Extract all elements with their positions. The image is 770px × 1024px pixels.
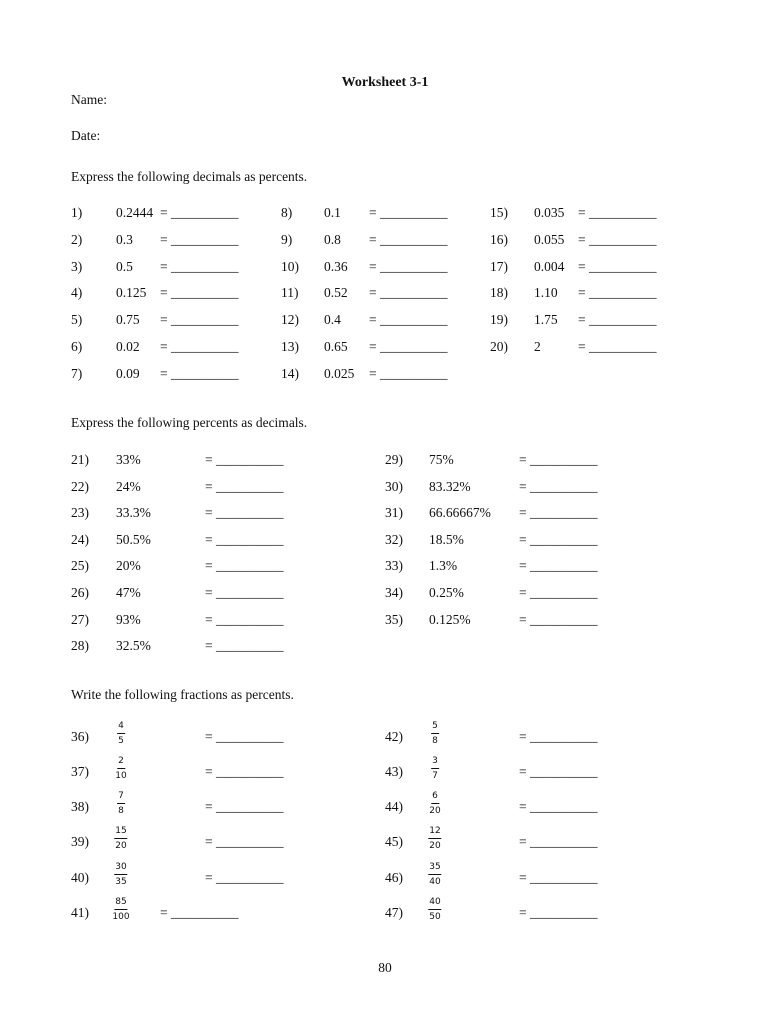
answer-blank: = __________ [160,285,239,301]
fraction [428,898,441,922]
item-number: 28) [71,638,89,654]
item-number: 15) [490,205,508,220]
answer-blank: = __________ [205,638,284,654]
item-value: 20% [116,558,141,574]
item-value: 1.75 [534,312,558,328]
answer-blank: = __________ [519,799,598,814]
item-value: 75% [429,452,454,467]
fraction-numerator: 40 [428,898,441,910]
item-value: 1.10 [534,285,558,301]
item-value: 0.125 [116,285,147,301]
answer-blank: = __________ [519,452,598,467]
item-value: 50.5% [116,531,151,547]
answer-blank: = __________ [519,729,598,744]
item-value: 0.09 [116,365,140,381]
item-number: 47) [385,905,403,920]
item-value: 33.3% [116,505,151,521]
name-label: Name: [71,92,107,107]
answer-blank: = __________ [205,452,284,467]
fraction-denominator: 40 [429,877,441,887]
item-number: 29) [385,452,403,467]
item-value: 0.125% [429,611,471,627]
item-value: 66.66667% [429,505,491,521]
item-number: 43) [385,764,403,779]
answer-blank: = __________ [578,258,657,274]
item-value: 47% [116,585,141,600]
worksheet-title: Worksheet 3-1 [341,75,429,90]
answer-blank: = __________ [519,478,598,494]
item-number: 27) [71,611,89,627]
item-number: 25) [71,558,89,574]
item-value: 24% [116,478,141,494]
fraction-denominator: 20 [429,806,441,816]
item-value: 0.65 [324,339,348,354]
item-number: 19) [490,312,508,328]
item-number: 26) [71,585,89,600]
item-value: 0.3 [116,231,133,247]
fraction-numerator: 35 [428,863,441,875]
page-number: 80 [378,960,392,975]
answer-blank: = __________ [205,799,284,814]
item-number: 20) [490,339,508,354]
answer-blank: = __________ [578,312,657,328]
answer-blank: = __________ [205,764,284,779]
fraction-denominator: 5 [118,736,124,746]
item-number: 46) [385,870,403,885]
fraction [117,792,125,816]
item-value: 0.36 [324,258,348,274]
answer-blank: = __________ [160,258,239,274]
item-value: 0.52 [324,285,348,301]
fraction-numerator: 30 [114,863,127,875]
fraction-numerator: 3 [431,757,439,769]
item-number: 1) [71,205,83,220]
item-number: 3) [71,258,83,274]
item-value: 0.004 [534,258,565,274]
answer-blank: = __________ [369,312,448,328]
item-number: 32) [385,531,403,547]
fraction-denominator: 8 [432,736,438,746]
answer-blank: = __________ [519,611,598,627]
answer-blank: = __________ [519,834,598,849]
answer-blank: = __________ [160,312,239,328]
item-number: 5) [71,312,83,328]
answer-blank: = __________ [519,585,598,600]
fraction-numerator: 2 [117,757,125,769]
item-value: 0.5 [116,258,133,274]
item-number: 11) [281,285,299,301]
item-value: 0.1 [324,205,341,220]
item-value: 0.035 [534,205,565,220]
answer-blank: = __________ [578,285,657,301]
item-number: 40) [71,870,89,885]
fraction-denominator: 8 [118,806,124,816]
answer-blank: = __________ [578,205,657,220]
answer-blank: = __________ [205,478,284,494]
fraction [114,863,127,887]
item-number: 23) [71,505,89,521]
item-number: 34) [385,585,403,600]
answer-blank: = __________ [369,339,448,354]
fraction [112,898,129,922]
answer-blank: = __________ [578,231,657,247]
answer-blank: = __________ [205,505,284,521]
answer-blank: = __________ [369,205,448,220]
fraction-denominator: 100 [112,912,130,922]
fraction-numerator: 12 [428,827,441,839]
item-value: 0.055 [534,231,565,247]
fraction [114,827,127,851]
answer-blank: = __________ [578,339,657,354]
item-number: 14) [281,365,299,381]
item-value: 33% [116,452,141,467]
item-number: 17) [490,258,508,274]
fraction-numerator: 7 [117,792,125,804]
answer-blank: = __________ [160,339,239,354]
answer-blank: = __________ [369,231,448,247]
item-number: 8) [281,205,293,220]
fraction-denominator: 20 [115,841,127,851]
item-value: 93% [116,611,141,627]
item-number: 33) [385,558,403,574]
fraction-denominator: 50 [429,912,441,922]
item-value: 32.5% [116,638,151,654]
answer-blank: = __________ [519,531,598,547]
fraction [117,722,125,746]
item-number: 37) [71,764,89,779]
answer-blank: = __________ [519,870,598,885]
item-number: 9) [281,231,293,247]
fraction [431,722,439,746]
item-value: 0.4 [324,312,341,328]
item-value: 0.25% [429,585,464,600]
section2-instruction: Express the following percents as decimals. [71,415,308,430]
item-number: 42) [385,729,403,744]
item-number: 10) [281,258,299,274]
fraction-numerator: 6 [431,792,439,804]
answer-blank: = __________ [519,764,598,779]
item-number: 31) [385,505,403,521]
fraction-denominator: 7 [432,771,438,781]
item-number: 16) [490,231,508,247]
answer-blank: = __________ [519,558,598,574]
item-number: 30) [385,478,403,494]
answer-blank: = __________ [205,729,284,744]
answer-blank: = __________ [369,365,448,381]
section3-instruction: Write the following fractions as percents. [71,687,294,702]
fraction-numerator: 4 [117,722,125,734]
item-number: 12) [281,312,299,328]
fraction [429,792,440,816]
answer-blank: = __________ [519,505,598,521]
item-value: 0.75 [116,312,140,328]
item-number: 7) [71,365,83,381]
fraction-numerator: 15 [114,827,127,839]
answer-blank: = __________ [205,585,284,600]
fraction-denominator: 20 [429,841,441,851]
answer-blank: = __________ [519,905,598,920]
answer-blank: = __________ [205,834,284,849]
answer-blank: = __________ [369,258,448,274]
answer-blank: = __________ [205,870,284,885]
answer-blank: = __________ [205,558,284,574]
item-number: 22) [71,478,89,494]
fraction-numerator: 85 [114,898,127,910]
answer-blank: = __________ [160,205,239,220]
item-number: 35) [385,611,403,627]
item-value: 83.32% [429,478,471,494]
answer-blank: = __________ [205,531,284,547]
item-value: 1.3% [429,558,458,574]
fraction-numerator: 5 [431,722,439,734]
item-number: 36) [71,729,89,744]
item-value: 0.02 [116,339,140,354]
item-value: 18.5% [429,531,464,547]
answer-blank: = __________ [369,285,448,301]
fraction [428,827,441,851]
item-value: 0.8 [324,231,341,247]
item-value: 0.025 [324,365,355,381]
item-value: 0.2444 [116,205,154,220]
fraction-denominator: 35 [115,877,127,887]
section1-instruction: Express the following decimals as percents. [71,169,308,184]
item-number: 18) [490,285,508,301]
fraction [428,863,441,887]
item-number: 44) [385,799,403,814]
answer-blank: = __________ [160,365,239,381]
item-number: 24) [71,531,89,547]
item-value: 2 [534,339,541,354]
answer-blank: = __________ [205,611,284,627]
item-number: 45) [385,834,403,849]
answer-blank: = __________ [160,905,239,920]
fraction [431,757,439,781]
item-number: 21) [71,452,89,467]
fraction [115,757,126,781]
item-number: 6) [71,339,83,354]
item-number: 4) [71,285,83,301]
fraction-denominator: 10 [115,771,127,781]
answer-blank: = __________ [160,231,239,247]
date-label: Date: [71,128,101,143]
item-number: 41) [71,905,89,920]
item-number: 2) [71,231,83,247]
item-number: 38) [71,799,89,814]
item-number: 39) [71,834,89,849]
item-number: 13) [281,339,299,354]
